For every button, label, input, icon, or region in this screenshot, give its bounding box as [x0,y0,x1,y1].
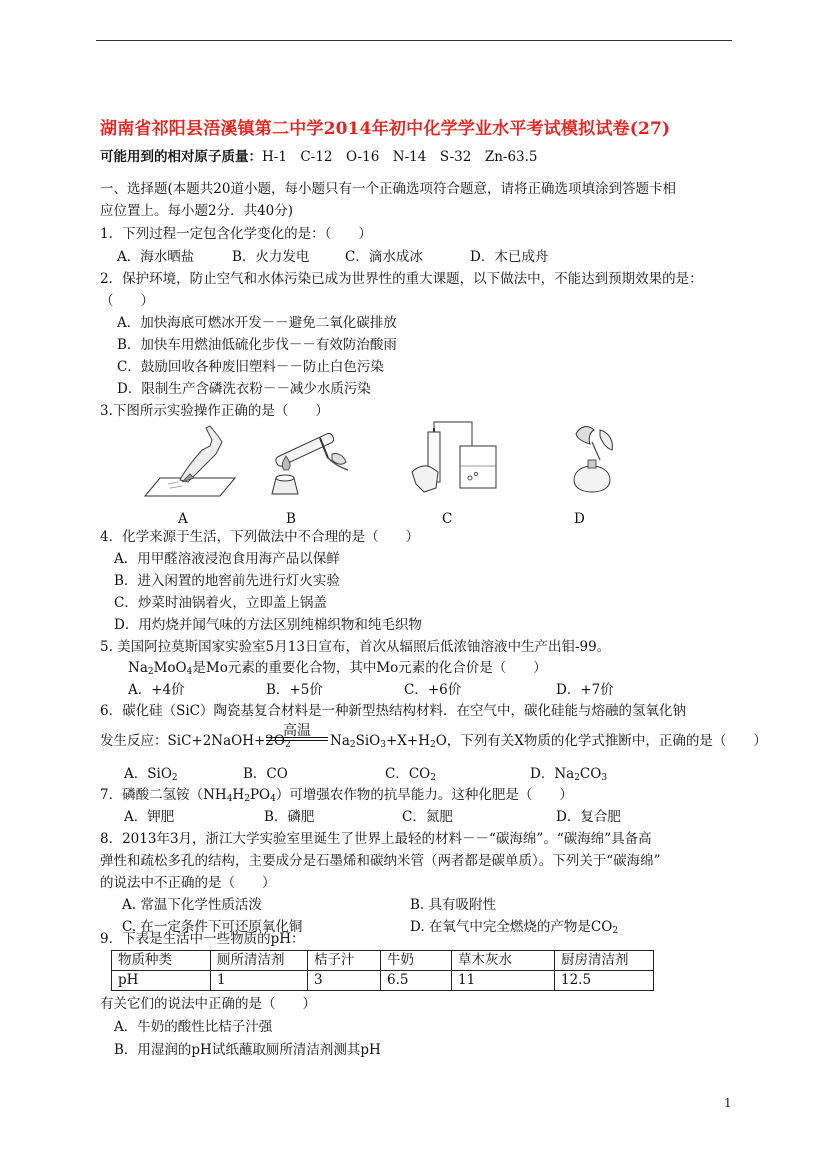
q5-stem: 5. 美国阿拉莫斯国家实验室5月13日宣布，首次从辐照后低浓铀溶液中生产出钼-99。 [100,639,611,655]
q6-eq-xh: +X+H [385,733,430,749]
q4-stem: 4．化学来源于生活，下列做法中不合理的是（ ） [100,529,420,545]
q7-stem: 7．磷酸二氢铵$(NH_4H_2PO_4)$可增强农作物的抗旱能力。这种化肥是（ ） [100,787,573,804]
q6-condition: 高温 [283,723,311,739]
q9-stem: 9．下表是生活中一些物质的pH： [100,931,305,947]
ph-value-cell: 6.5 [381,971,452,991]
q6-eq-sub: 2 [284,740,291,750]
q6-eq-rest: O，下列有关X物质的化学式推断中，正确的是（ ） [435,733,767,749]
q5-line2 [128,659,547,677]
q2-paren: （ ） [100,293,154,309]
ph-header-cell: 桔子汁 [308,951,381,971]
ph-table-header-row [112,951,654,971]
ph-table-value-row [112,971,654,991]
q6-option-b: B．CO [243,766,288,782]
ph-value-cell: 1 [211,971,308,991]
ph-header-cell: 草木灰水 [452,951,555,971]
q8-option-b: B. 具有吸附性 [410,897,497,913]
section-instructions-1: 一、选择题(本题共20道小题，每小题只有一个正确选项符合题意，请将正确选项填涂到答题卡相 [100,181,676,197]
figure-a-paper-test [140,420,240,498]
ph-header-cell: 厕所清洁剂 [211,951,308,971]
ph-header-cell: 厨房清洁剂 [555,951,654,971]
ph-header-cell: 牛奶 [381,951,452,971]
q6-option-d: D．$Na_2CO_3$ [530,766,608,783]
q3-label-c: C [442,511,453,527]
q7-stem-d: ）可增强农作物的抗旱能力。这种化肥是（ ） [275,787,573,803]
q8-option-d-text: D. 在氧气中完全燃烧的产物是CO [410,919,613,935]
q2-option-d: D．限制生产含磷洗衣粉－－减少水质污染 [117,381,371,397]
q7-option-d: D．复合肥 [556,809,621,825]
atomic-masses-label: 可能用到的相对原子质量： [100,149,262,165]
q9-option-b: B．用湿润的pH试纸蘸取厕所清洁剂测其pH [114,1042,381,1058]
q6-eq-na: Na [330,733,350,749]
q9-after: 有关它们的说法中正确的是（ ） [100,996,316,1012]
page-number: 1 [724,1096,732,1110]
q7-option-b: B．磷肥 [264,809,315,825]
q5-formula-sub1: 2 [147,667,154,677]
q6-stem: 6．碳化硅（SiC）陶瓷基复合材料是一种新型热结构材料．在空气中，碳化硅能与熔融的氢氧化钠 [100,703,686,719]
q2-option-c: C．鼓励回收各种废旧塑料－－防止白色污染 [117,359,384,375]
q6-eq-pre: 发生反应：SiC+2NaOH+2O [100,733,285,749]
q4-option-b: B．进入闲置的地窖前先进行灯火实验 [114,573,340,589]
q1-option-d: D．木已成舟 [470,249,549,265]
ph-header-cell: 物质种类 [112,951,211,971]
ph-value-cell: 3 [308,971,381,991]
q1-option-b: B．火力发电 [232,249,310,265]
q7-stem-c: PO [249,787,271,803]
q3-label-a: A [178,511,188,527]
ph-value-cell: 11 [452,971,555,991]
q6-equation-right [330,732,767,750]
figure-d-alcohol-lamp [560,424,630,496]
figure-b-test-tube-heating [262,424,352,496]
q7-stem-a: 7．磷酸二氢铵（NH [100,787,227,803]
q8-option-c: C. 在一定条件下可还原氧化铜 [122,919,303,935]
page-title: 湖南省祁阳县浯溪镇第二中学2014年初中化学学业水平考试模拟试卷(27) [100,119,671,139]
atomic-masses-values: H-1 C-12 O-16 N-14 S-32 Zn-63.5 [262,149,538,165]
q6-option-a: A．SiO$_2$ [124,766,178,783]
q6-eq-sub-na: 2 [349,740,356,750]
q3-label-b: B [286,511,296,527]
q7-option-a: A．钾肥 [124,809,175,825]
q5-formula-moo: MoO [153,660,187,676]
q8-option-d: D. 在氧气中完全燃烧的产物是$CO_2$ [410,919,619,936]
q5-option-a: A．+4价 [128,682,185,698]
q6-eq-sio: SiO [355,733,381,749]
q9-option-a: A．牛奶的酸性比桔子汁强 [114,1019,273,1035]
q5-option-c: C．+6价 [404,682,462,698]
q5-option-d: D．+7价 [556,682,614,698]
ph-value-cell: 12.5 [555,971,654,991]
q2-stem: 2．保护环境，防止空气和水体污染已成为世界性的重大课题，以下做法中，不能达到预期效果的是： [100,271,703,287]
q1-stem: 1．下列过程一定包含化学变化的是：（ ） [100,226,372,242]
section-instructions-2: 应位置上。每小题2分．共40分) [100,203,294,219]
q4-option-d: D．用灼烧并闻气味的方法区别纯棉织物和纯毛织物 [114,617,422,633]
ph-value-cell: pH [112,971,211,991]
q5-line2-text: 是Mo元素的重要化合物，其中Mo元素的化合价是（ ） [192,660,547,676]
q6-equation-left [100,732,291,750]
q2-option-b: B．加快车用燃油低硫化步伐－－有效防治酸雨 [117,337,397,353]
q8-line2: 弹性和疏松多孔的结构，主要成分是石墨烯和碳纳米管（两者都是碳单质）。下列关于“碳海绵” [100,853,661,869]
q6-eq-sub-o3: 3 [380,740,386,750]
q6-option-c: C．$CO_2$ [385,766,436,783]
figure-c-gas-collection [408,418,508,500]
q5-formula-sub2: 4 [186,667,193,677]
q4-option-c: C．炒菜时油锅着火，立即盖上锅盖 [114,595,327,611]
q7-option-c: C．氮肥 [402,809,453,825]
atomic-masses [100,148,538,166]
q8-line1: 8．2013年3月，浙江大学实验室里诞生了世界上最轻的材料－－“碳海绵”。“碳海绵”具备高 [100,831,652,847]
q6-eq-sub-h2: 2 [430,740,436,750]
q3-label-d: D [574,511,585,527]
q1-option-a: A．海水晒盐 [117,249,195,265]
ph-table [111,950,654,991]
q8-option-a: A. 常温下化学性质活泼 [122,897,262,913]
q5-formula-na: Na [128,660,148,676]
q3-stem: 3.下图所示实验操作正确的是（ ） [100,403,329,419]
q2-option-a: A．加快海底可燃冰开发－－避免二氧化碳排放 [117,315,397,331]
q5-option-b: B．+5价 [266,682,323,698]
q8-line3: 的说法中不正确的是（ ） [100,875,276,891]
q1-option-c: C．滴水成冰 [345,249,423,265]
q4-option-a: A．用甲醛溶液浸泡食用海产品以保鲜 [114,551,340,567]
q7-stem-b: H [232,787,245,803]
header-rule [96,40,732,41]
